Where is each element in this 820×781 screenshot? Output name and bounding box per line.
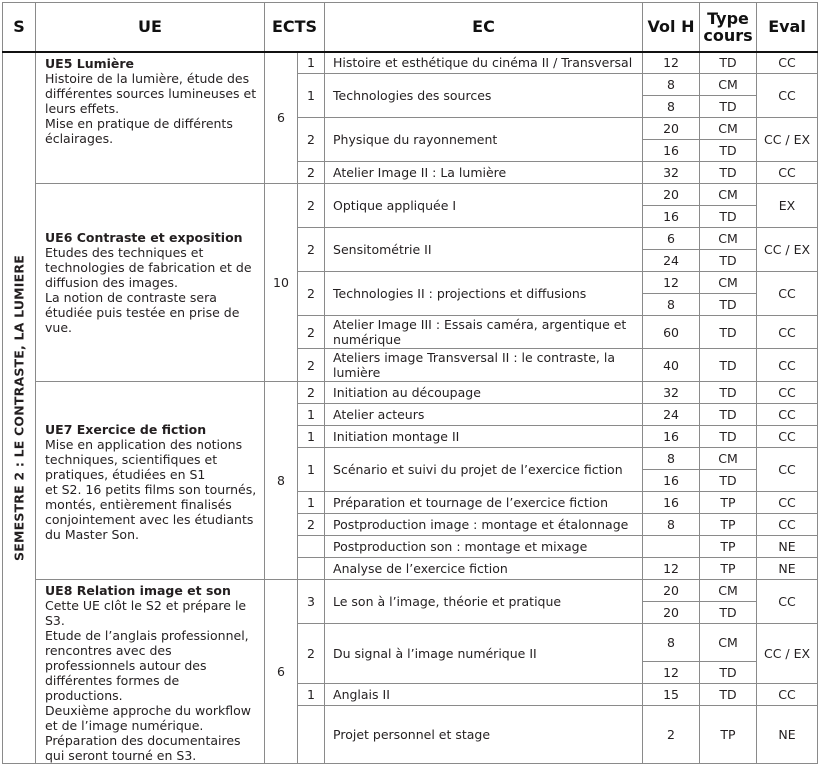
ec-eval: NE xyxy=(757,558,818,580)
ec-volume: 20 xyxy=(643,580,700,602)
ue-title: UE5 Lumière xyxy=(45,55,135,71)
ec-name: Scénario et suivi du projet de l’exercice fiction xyxy=(325,448,643,492)
ec-volume: 20 xyxy=(643,118,700,140)
ue-title: UE8 Relation image et son xyxy=(45,583,231,598)
ec-volume: 32 xyxy=(643,382,700,404)
ec-volume: 16 xyxy=(643,426,700,448)
ec-volume: 2 xyxy=(643,706,700,764)
ec-type: CM xyxy=(700,74,757,96)
ec-eval: CC xyxy=(757,580,818,624)
ec-eval: CC xyxy=(757,272,818,316)
ue-description: Histoire de la lumière, étude des différentes sources lumineuses et leurs effets. Mise en pratique de différents éclairages. xyxy=(45,70,257,146)
ec-name: Initiation montage II xyxy=(325,426,643,448)
ec-volume: 8 xyxy=(643,624,700,662)
ec-type: TP xyxy=(700,558,757,580)
ec-name: Technologies des sources xyxy=(325,74,643,118)
ec-volume: 15 xyxy=(643,684,700,706)
ec-eval: NE xyxy=(757,536,818,558)
ec-volume: 20 xyxy=(643,184,700,206)
ec-name: Postproduction son : montage et mixage xyxy=(325,536,643,558)
header-s: S xyxy=(3,3,36,52)
ec-credit: 1 xyxy=(298,684,325,706)
semester-label: SEMESTRE 2 : LE CONTRASTE, LA LUMIERE xyxy=(11,254,27,561)
ec-credit: 2 xyxy=(298,184,325,228)
ec-eval: CC / EX xyxy=(757,624,818,684)
ec-type: TD xyxy=(700,349,757,382)
ec-name: Préparation et tournage de l’exercice fiction xyxy=(325,492,643,514)
ec-type: TD xyxy=(700,96,757,118)
ec-credit: 2 xyxy=(298,272,325,316)
ec-eval: CC xyxy=(757,448,818,492)
ec-volume: 8 xyxy=(643,294,700,316)
header-type-line1: Type xyxy=(707,8,749,28)
ec-volume: 8 xyxy=(643,448,700,470)
table-row xyxy=(3,382,818,404)
ec-volume: 8 xyxy=(643,96,700,118)
ec-type: TD xyxy=(700,52,757,74)
ue-description: Cette UE clôt le S2 et prépare le S3. Etude de l’anglais professionnel, rencontres avec des professionnels autour des différentes formes de productions. Deuxième approche du workflow et de l’image numérique. Préparation des documentaires qui seront tourné en S3. xyxy=(45,598,251,763)
semester-cell xyxy=(3,52,36,764)
ue-cell xyxy=(36,52,265,184)
header-eval: Eval xyxy=(757,3,818,52)
ec-name: Anglais II xyxy=(325,684,643,706)
ue-ects: 8 xyxy=(265,382,298,580)
ec-eval: CC xyxy=(757,382,818,404)
ec-name: Optique appliquée I xyxy=(325,184,643,228)
ec-name: Le son à l’image, théorie et pratique xyxy=(325,580,643,624)
ec-credit xyxy=(298,558,325,580)
ue-cell xyxy=(36,382,265,580)
header-ue: UE xyxy=(36,3,265,52)
ec-type: CM xyxy=(700,228,757,250)
ec-credit: 1 xyxy=(298,74,325,118)
ec-type: CM xyxy=(700,118,757,140)
ec-volume: 16 xyxy=(643,492,700,514)
ec-credit: 1 xyxy=(298,448,325,492)
header-row xyxy=(3,3,818,52)
ec-type: TP xyxy=(700,706,757,764)
ec-type: TP xyxy=(700,492,757,514)
ec-volume: 40 xyxy=(643,349,700,382)
ec-type: TD xyxy=(700,382,757,404)
ue-title: UE6 Contraste et exposition xyxy=(45,230,243,245)
ec-name: Ateliers image Transversal II : le contraste, la lumière xyxy=(325,349,643,382)
ec-volume: 16 xyxy=(643,140,700,162)
ec-credit: 2 xyxy=(298,228,325,272)
ec-name: Technologies II : projections et diffusions xyxy=(325,272,643,316)
ec-volume: 12 xyxy=(643,662,700,684)
ec-name: Initiation au découpage xyxy=(325,382,643,404)
ec-volume: 12 xyxy=(643,558,700,580)
table-row xyxy=(3,580,818,602)
ec-credit: 2 xyxy=(298,349,325,382)
ec-eval: CC xyxy=(757,404,818,426)
ec-type: TD xyxy=(700,602,757,624)
ec-credit: 2 xyxy=(298,514,325,536)
ec-volume: 6 xyxy=(643,228,700,250)
ec-eval: CC xyxy=(757,492,818,514)
ec-type: TP xyxy=(700,536,757,558)
ec-eval: CC xyxy=(757,316,818,349)
header-ects: ECTS xyxy=(265,3,325,52)
table-row xyxy=(3,52,818,74)
ec-eval: CC xyxy=(757,514,818,536)
ec-eval: CC / EX xyxy=(757,228,818,272)
ec-type: TD xyxy=(700,162,757,184)
ec-type: TD xyxy=(700,250,757,272)
ec-name: Atelier Image III : Essais caméra, argentique et numérique xyxy=(325,316,643,349)
ec-type: TD xyxy=(700,206,757,228)
ec-name: Postproduction image : montage et étalonnage xyxy=(325,514,643,536)
ec-type: CM xyxy=(700,580,757,602)
ec-volume: 8 xyxy=(643,514,700,536)
ec-name: Histoire et esthétique du cinéma II / Transversal xyxy=(325,52,643,74)
ec-type: TD xyxy=(700,294,757,316)
ec-volume: 12 xyxy=(643,272,700,294)
ec-type: TD xyxy=(700,684,757,706)
ec-name: Physique du rayonnement xyxy=(325,118,643,162)
ec-volume: 60 xyxy=(643,316,700,349)
ec-name: Projet personnel et stage xyxy=(325,706,643,764)
ec-type: TD xyxy=(700,662,757,684)
ec-name: Sensitométrie II xyxy=(325,228,643,272)
ec-credit: 1 xyxy=(298,52,325,74)
ue-description: Mise en application des notions techniques, scientifiques et pratiques, étudiées en S1 et S2. 16 petits films son tournés, montés, entièrement finalisés conjointement avec les étudiants du Master Son. xyxy=(45,437,257,542)
ec-credit xyxy=(298,536,325,558)
ec-credit: 2 xyxy=(298,382,325,404)
curriculum-table xyxy=(2,2,818,764)
ec-type: CM xyxy=(700,448,757,470)
ec-type: TD xyxy=(700,470,757,492)
ec-eval: NE xyxy=(757,706,818,764)
ec-name: Du signal à l’image numérique II xyxy=(325,624,643,684)
table-row xyxy=(3,184,818,206)
ec-credit: 2 xyxy=(298,316,325,349)
ec-credit: 2 xyxy=(298,624,325,684)
ec-volume: 8 xyxy=(643,74,700,96)
ec-credit xyxy=(298,706,325,764)
ec-name: Atelier acteurs xyxy=(325,404,643,426)
ec-volume: 16 xyxy=(643,470,700,492)
ec-eval: CC xyxy=(757,74,818,118)
ec-credit: 3 xyxy=(298,580,325,624)
ec-volume: 16 xyxy=(643,206,700,228)
ec-name: Atelier Image II : La lumière xyxy=(325,162,643,184)
ec-type: TD xyxy=(700,404,757,426)
header-ec: EC xyxy=(325,3,643,52)
ec-volume: 20 xyxy=(643,602,700,624)
ec-eval: EX xyxy=(757,184,818,228)
ec-eval: CC / EX xyxy=(757,118,818,162)
ec-volume: 24 xyxy=(643,404,700,426)
ue-cell xyxy=(36,580,265,764)
ec-type: CM xyxy=(700,272,757,294)
ec-type: TD xyxy=(700,426,757,448)
ec-type: TD xyxy=(700,140,757,162)
ec-eval: CC xyxy=(757,426,818,448)
ue-title: UE7 Exercice de fiction xyxy=(45,422,207,437)
ec-volume: 32 xyxy=(643,162,700,184)
ec-volume: 12 xyxy=(643,52,700,74)
ue-ects: 6 xyxy=(265,580,298,764)
ec-credit: 1 xyxy=(298,492,325,514)
ec-type: TP xyxy=(700,514,757,536)
ec-eval: CC xyxy=(757,684,818,706)
ec-credit: 1 xyxy=(298,426,325,448)
ue-ects: 10 xyxy=(265,184,298,382)
ue-cell xyxy=(36,184,265,382)
ec-credit: 1 xyxy=(298,404,325,426)
ec-eval: CC xyxy=(757,349,818,382)
ec-credit: 2 xyxy=(298,162,325,184)
header-vol: Vol H xyxy=(643,3,700,52)
ec-volume xyxy=(643,536,700,558)
ec-volume: 24 xyxy=(643,250,700,272)
ec-type: CM xyxy=(700,184,757,206)
ue-ects: 6 xyxy=(265,52,298,184)
ec-type: TD xyxy=(700,316,757,349)
ec-type: CM xyxy=(700,624,757,662)
ec-eval: CC xyxy=(757,52,818,74)
header-type-line2: cours xyxy=(703,25,753,45)
ec-name: Analyse de l’exercice fiction xyxy=(325,558,643,580)
ec-eval: CC xyxy=(757,162,818,184)
ue-description: Etudes des techniques et technologies de fabrication et de diffusion des images. La notion de contraste sera étudiée puis testée en prise de vue. xyxy=(45,245,252,335)
header-type xyxy=(700,3,757,52)
ec-credit: 2 xyxy=(298,118,325,162)
